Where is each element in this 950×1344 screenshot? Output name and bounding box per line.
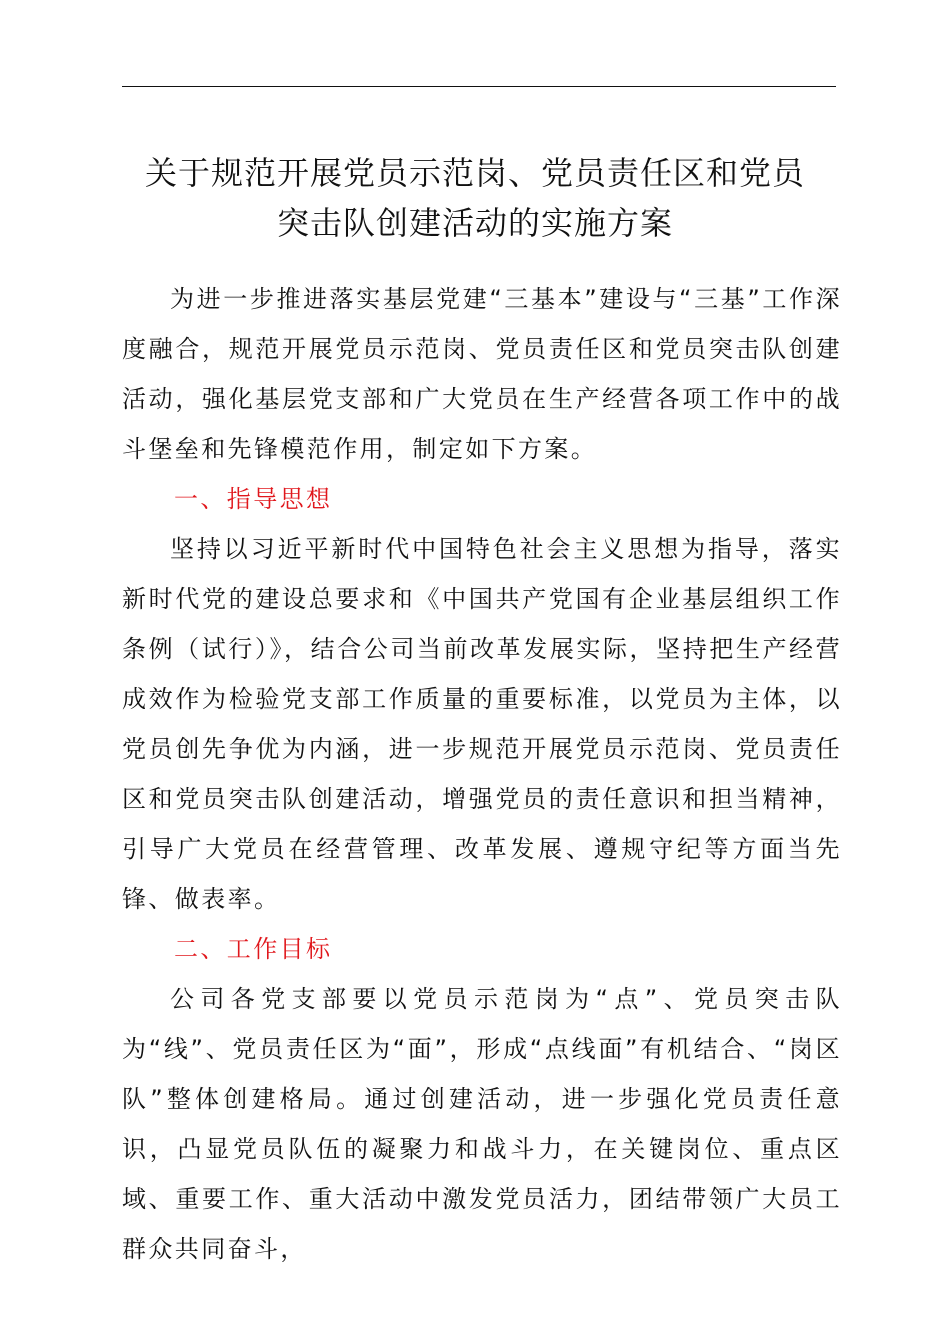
header-rule xyxy=(122,86,836,87)
document-body xyxy=(122,274,842,1274)
section-paragraph-guiding-ideology: 坚持以习近平新时代中国特色社会主义思想为指导，落实新时代党的建设总要求和《中国共产党国有企业基层组织工作条例（试行）》，结合公司当前改革发展实际，坚持把生产经营成效作为检验党支部工作质量的重要标准，以党员为主体，以党员创先争优为内涵，进一步规范开展党员示范岗、党员责任区和党员突击队创建活动，增强党员的责任意识和担当精神，引导广大党员在经营管理、改革发展、遵规守纪等方面当先锋、做表率。 xyxy=(122,535,842,913)
document-title xyxy=(100,148,850,248)
section-heading-guiding-ideology: 一、指导思想 xyxy=(174,485,333,513)
title-line-1: 关于规范开展党员示范岗、党员责任区和党员 xyxy=(144,154,805,192)
section-paragraph-work-goals: 公司各党支部要以党员示范岗为“点”、党员突击队为“线”、党员责任区为“面”，形成“点线面”有机结合、“岗区队”整体创建格局。通过创建活动，进一步强化党员责任意识，凸显党员队伍的凝聚力和战斗力，在关键岗位、重点区域、重要工作、重大活动中激发党员活力，团结带领广大员工群众共同奋斗， xyxy=(122,985,842,1263)
title-line-2: 突击队创建活动的实施方案 xyxy=(276,204,673,242)
section-heading-work-goals: 二、工作目标 xyxy=(174,935,333,963)
intro-paragraph: 为进一步推进落实基层党建“三基本”建设与“三基”工作深度融合，规范开展党员示范岗、党员责任区和党员突击队创建活动，强化基层党支部和广大党员在生产经营各项工作中的战斗堡垒和先锋模范作用，制定如下方案。 xyxy=(122,285,842,463)
